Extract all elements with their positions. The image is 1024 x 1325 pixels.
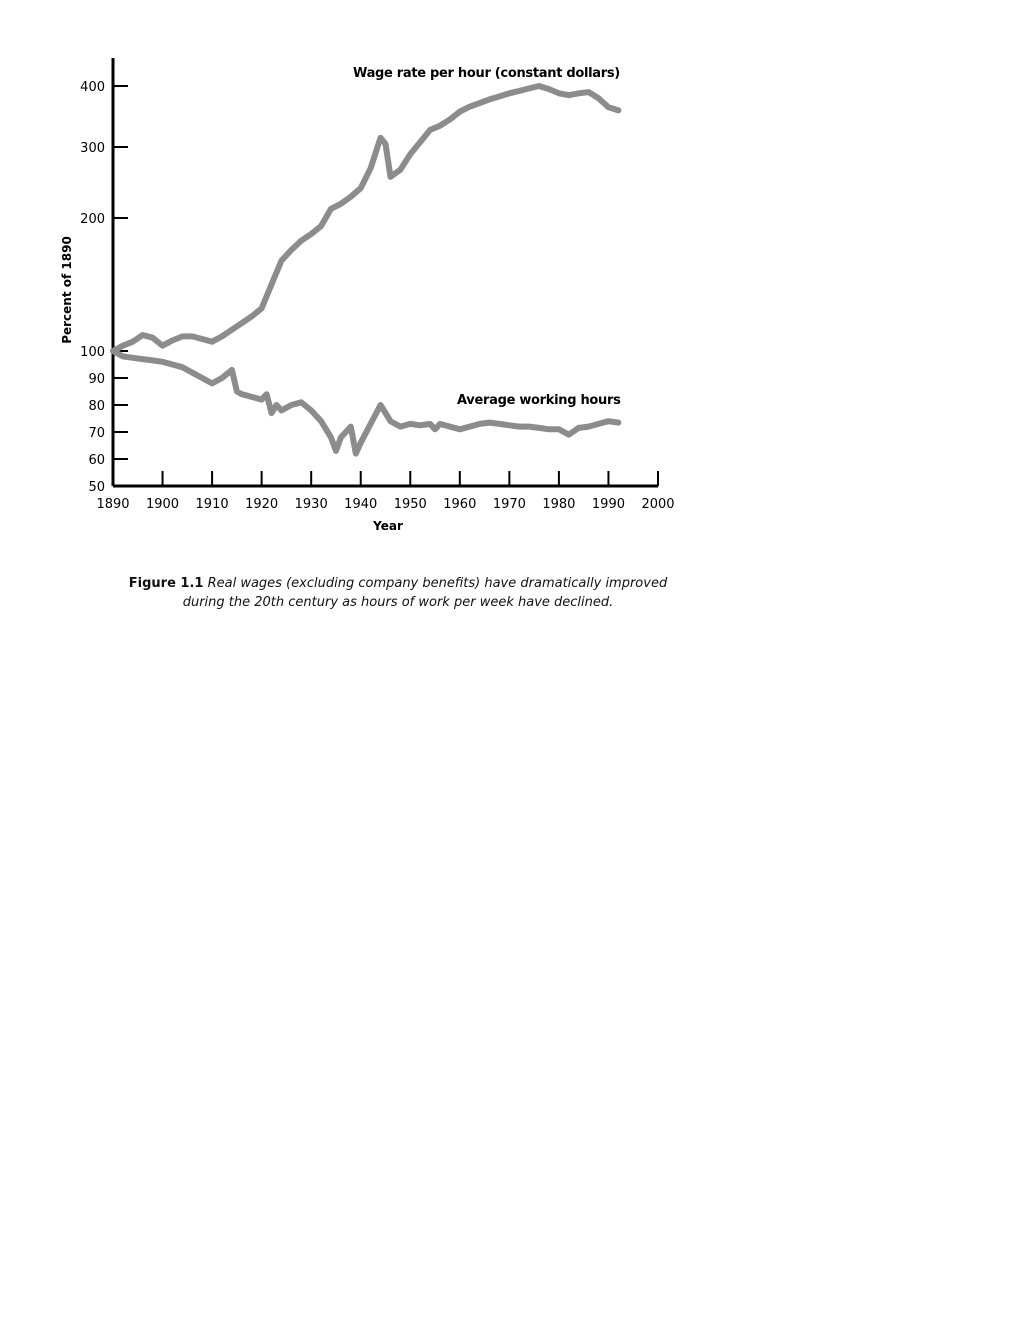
figure-caption	[118, 574, 678, 612]
y-tick-label: 100	[80, 345, 105, 360]
x-tick-label: 1990	[591, 497, 626, 512]
y-tick-label: 400	[80, 80, 105, 95]
x-tick-label: 2000	[641, 497, 675, 512]
caption-line-1: Real wages (excluding company benefits) have dramatically improved	[207, 576, 668, 591]
caption-line-2: during the 20th century as hours of work per week have declined.	[182, 595, 614, 610]
x-tick-label: 1900	[145, 497, 180, 512]
y-axis-title: Percent of 1890	[60, 236, 74, 344]
x-tick-label: 1950	[393, 497, 427, 512]
y-tick-label: 70	[88, 426, 105, 441]
y-tick-label: 60	[88, 453, 105, 468]
x-axis-title: Year	[373, 519, 403, 533]
x-tick-label: 1960	[443, 497, 477, 512]
y-tick-label: 300	[80, 141, 105, 156]
x-tick-label: 1940	[344, 497, 378, 512]
x-tick-label: 1890	[96, 497, 130, 512]
y-axis-ticks	[80, 80, 128, 495]
y-tick-label: 80	[88, 399, 105, 414]
x-tick-label: 1980	[542, 497, 576, 512]
wage-rate-line	[113, 86, 618, 351]
y-tick-label: 50	[88, 480, 105, 495]
wage-series-label: Wage rate per hour (constant dollars)	[353, 66, 620, 81]
x-tick-label: 1970	[492, 497, 526, 512]
chart-canvas	[0, 0, 1024, 560]
x-axis-ticks	[96, 471, 674, 512]
hours-series-label: Average working hours	[457, 393, 621, 408]
x-tick-label: 1930	[294, 497, 328, 512]
y-tick-label: 90	[88, 372, 105, 387]
figure-number: Figure 1.1	[128, 576, 204, 591]
x-tick-label: 1920	[245, 497, 279, 512]
y-tick-label: 200	[80, 212, 105, 227]
chart-axes	[113, 58, 658, 486]
x-tick-label: 1910	[195, 497, 229, 512]
